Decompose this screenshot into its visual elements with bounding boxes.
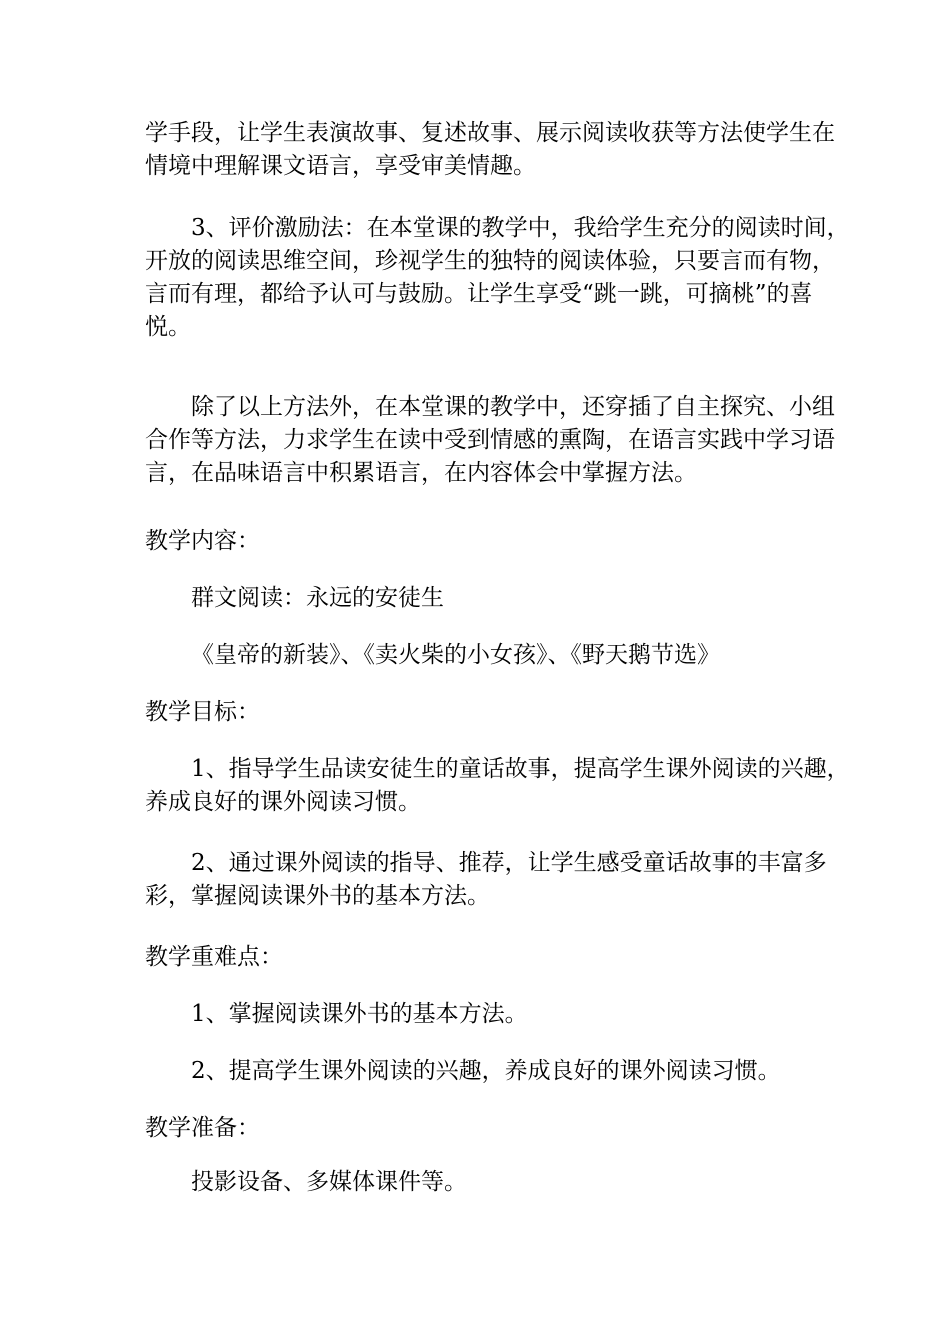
key-heading [145, 941, 815, 974]
prep-heading [145, 1112, 815, 1145]
text-line: 1、掌握阅读课外书的基本方法。 [191, 1001, 528, 1027]
text-line: 合作等方法，力求学生在读中受到情感的熏陶，在语言实践中学习语 [145, 427, 835, 453]
text-line: 彩，掌握阅读课外书的基本方法。 [145, 883, 490, 909]
content-books [145, 639, 815, 672]
goals-heading [145, 696, 815, 729]
text-line: 开放的阅读思维空间，珍视学生的独特的阅读体验，只要言而有物， [145, 248, 835, 274]
text-line: 除了以上方法外，在本堂课的教学中，还穿插了自主探究、小组 [191, 394, 835, 420]
text-line: 2、通过课外阅读的指导、推荐，让学生感受童话故事的丰富多 [191, 850, 827, 876]
paragraph-methods-continued [145, 117, 835, 183]
text-line: 1、指导学生品读安徒生的童话故事，提高学生课外阅读的兴趣， [191, 756, 850, 782]
goal-item-1 [145, 753, 850, 819]
content-heading [145, 525, 815, 558]
text-line: 群文阅读：永远的安徒生 [191, 585, 444, 611]
prep-text [145, 1166, 815, 1199]
text-line: 《皇帝的新装》、《卖火柴的小女孩》、《野天鹅节选》 [191, 642, 720, 668]
section-heading: 教学内容： [145, 528, 260, 554]
text-line: 投影设备、多媒体课件等。 [191, 1169, 467, 1195]
paragraph-evaluation-method [145, 212, 850, 344]
key-point-2 [145, 1055, 815, 1088]
paragraph-other-methods [145, 391, 835, 490]
text-line: 2、提高学生课外阅读的兴趣，养成良好的课外阅读习惯。 [191, 1058, 781, 1084]
section-heading: 教学重难点： [145, 944, 283, 970]
text-line: 3、评价激励法：在本堂课的教学中，我给学生充分的阅读时间， [191, 215, 850, 241]
section-heading: 教学准备： [145, 1115, 260, 1141]
text-line: 悦。 [145, 314, 191, 340]
text-line: 言，在品味语言中积累语言，在内容体会中掌握方法。 [145, 460, 697, 486]
goal-item-2 [145, 847, 827, 913]
text-line: 情境中理解课文语言，享受审美情趣。 [145, 153, 536, 179]
content-topic [145, 582, 815, 615]
text-line: 言而有理，都给予认可与鼓励。让学生享受“跳一跳，可摘桃”的喜 [145, 281, 813, 307]
text-line: 养成良好的课外阅读习惯。 [145, 789, 421, 815]
section-heading: 教学目标： [145, 699, 260, 725]
text-line: 学手段，让学生表演故事、复述故事、展示阅读收获等方法使学生在 [145, 120, 835, 146]
key-point-1 [145, 998, 815, 1031]
